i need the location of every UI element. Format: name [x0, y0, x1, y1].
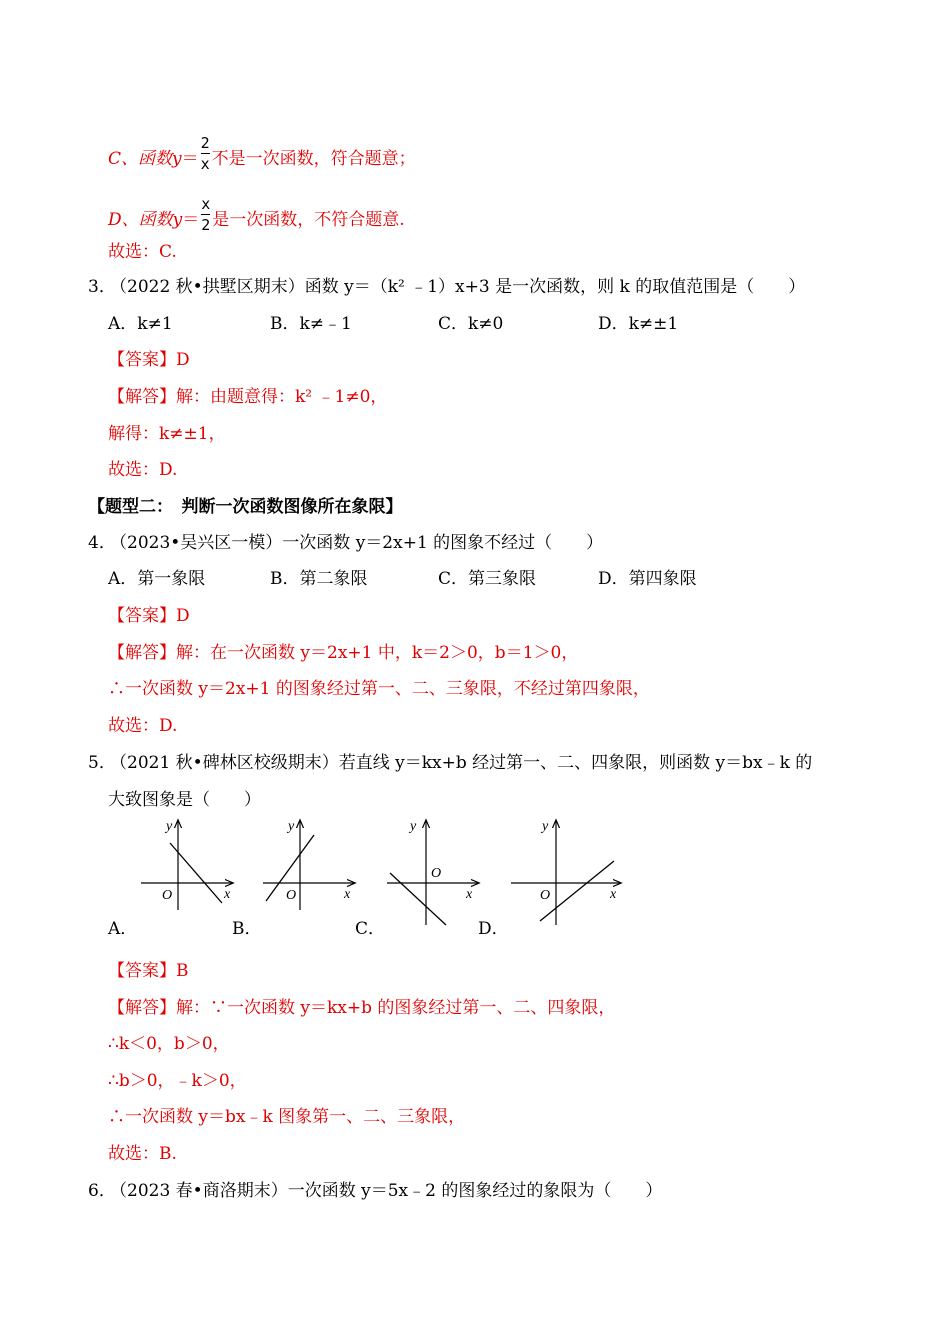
q3-option-d: D．k≠±1 [598, 314, 679, 334]
q5-option-c-label: C． [355, 919, 386, 939]
x-label: x [224, 887, 231, 902]
q4-solution-line-2: ∴一次函数 y＝2x+1 的图象经过第一、二、三象限，不经过第四象限， [108, 679, 650, 699]
x-label: x [344, 887, 351, 902]
q2-conclusion: 故选：C. [108, 242, 177, 262]
y-label: y [288, 819, 295, 834]
q5-answer: 【答案】B [108, 961, 189, 981]
q3-option-b: B．k≠﹣1 [270, 314, 352, 334]
graph-c [382, 815, 482, 930]
q5-option-b-label: B． [232, 919, 262, 939]
q2-option-d-explanation: D、函数y＝ $\frac{x}{2}$ 是一次函数，不符合题意. [108, 195, 405, 234]
q3-solution-line-2: 解得：k≠±1， [108, 424, 226, 444]
q3-option-a: A．k≠1 [108, 314, 173, 334]
origin-label: O [286, 888, 297, 903]
y-label: y [166, 819, 173, 834]
q4-option-d: D．第四象限 [598, 569, 697, 589]
q6-number: 6． [88, 1181, 116, 1201]
q4-option-b: B．第二象限 [270, 569, 368, 589]
q5-stem-line-2: 大致图象是（ ） [108, 790, 261, 810]
q4-stem: （2023•吴兴区一模）一次函数 y＝2x+1 的图象不经过（ ） [110, 533, 604, 553]
q3-stem: （2022 秋•拱墅区期末）函数 y＝（k² ﹣1）x+3 是一次函数，则 k 的取值范围是（ ） [110, 277, 806, 297]
q5-stem-line-1: （2021 秋•碑林区校级期末）若直线 y＝kx+b 经过第一、二、四象限，则函数 y＝bx﹣k 的 [110, 753, 813, 773]
q5-option-a-label: A． [108, 919, 138, 939]
fraction-x-over-2: $\frac{x}{2}$ [201, 195, 211, 234]
q5-solution-line-3: ∴b＞0，﹣k＞0， [108, 1071, 247, 1091]
q5-solution-line-5: 故选：B. [108, 1144, 177, 1164]
q5-solution-line-1: 【解答】解：∵一次函数 y＝kx+b 的图象经过第一、二、四象限， [108, 998, 616, 1018]
q3-solution-line-1: 【解答】解：由题意得：k² ﹣1≠0， [108, 387, 388, 407]
fraction-2-over-x: $\frac{2}{x}$ [200, 134, 210, 173]
graph-d [506, 815, 626, 930]
q4-option-c: C．第三象限 [438, 569, 537, 589]
graph-a [136, 815, 236, 915]
q5-number: 5． [88, 753, 116, 773]
q5-solution-line-4: ∴一次函数 y＝bx﹣k 图象第一、二、三象限， [108, 1107, 466, 1127]
q4-option-a: A．第一象限 [108, 569, 206, 589]
origin-label: O [540, 888, 551, 903]
x-label: x [466, 887, 473, 902]
q3-option-c: C．k≠0 [438, 314, 504, 334]
q2-option-c-explanation: C、函数y＝ $\frac{2}{x}$ 不是一次函数，符合题意； [108, 134, 416, 173]
q4-solution-line-3: 故选：D. [108, 716, 178, 736]
origin-label: O [431, 866, 442, 881]
q3-solution-line-3: 故选：D. [108, 460, 178, 480]
origin-label: O [162, 888, 173, 903]
q6-stem: （2023 春•商洛期末）一次函数 y＝5x﹣2 的图象经过的象限为（ ） [110, 1181, 663, 1201]
function-line [540, 861, 614, 921]
q3-number: 3． [88, 277, 116, 297]
y-label: y [410, 819, 417, 834]
q5-option-d-label: D． [478, 919, 509, 939]
graph-b [258, 815, 358, 915]
y-label: y [542, 819, 549, 834]
q5-solution-line-2: ∴k＜0，b＞0， [108, 1034, 230, 1054]
q4-number: 4． [88, 533, 116, 553]
q4-answer: 【答案】D [108, 606, 190, 626]
q4-solution-line-1: 【解答】解：在一次函数 y＝2x+1 中，k＝2＞0，b＝1＞0， [108, 643, 579, 663]
q3-answer: 【答案】D [108, 350, 190, 370]
section-title: 【题型二： 判断一次函数图像所在象限】 [88, 497, 403, 517]
x-label: x [610, 887, 617, 902]
